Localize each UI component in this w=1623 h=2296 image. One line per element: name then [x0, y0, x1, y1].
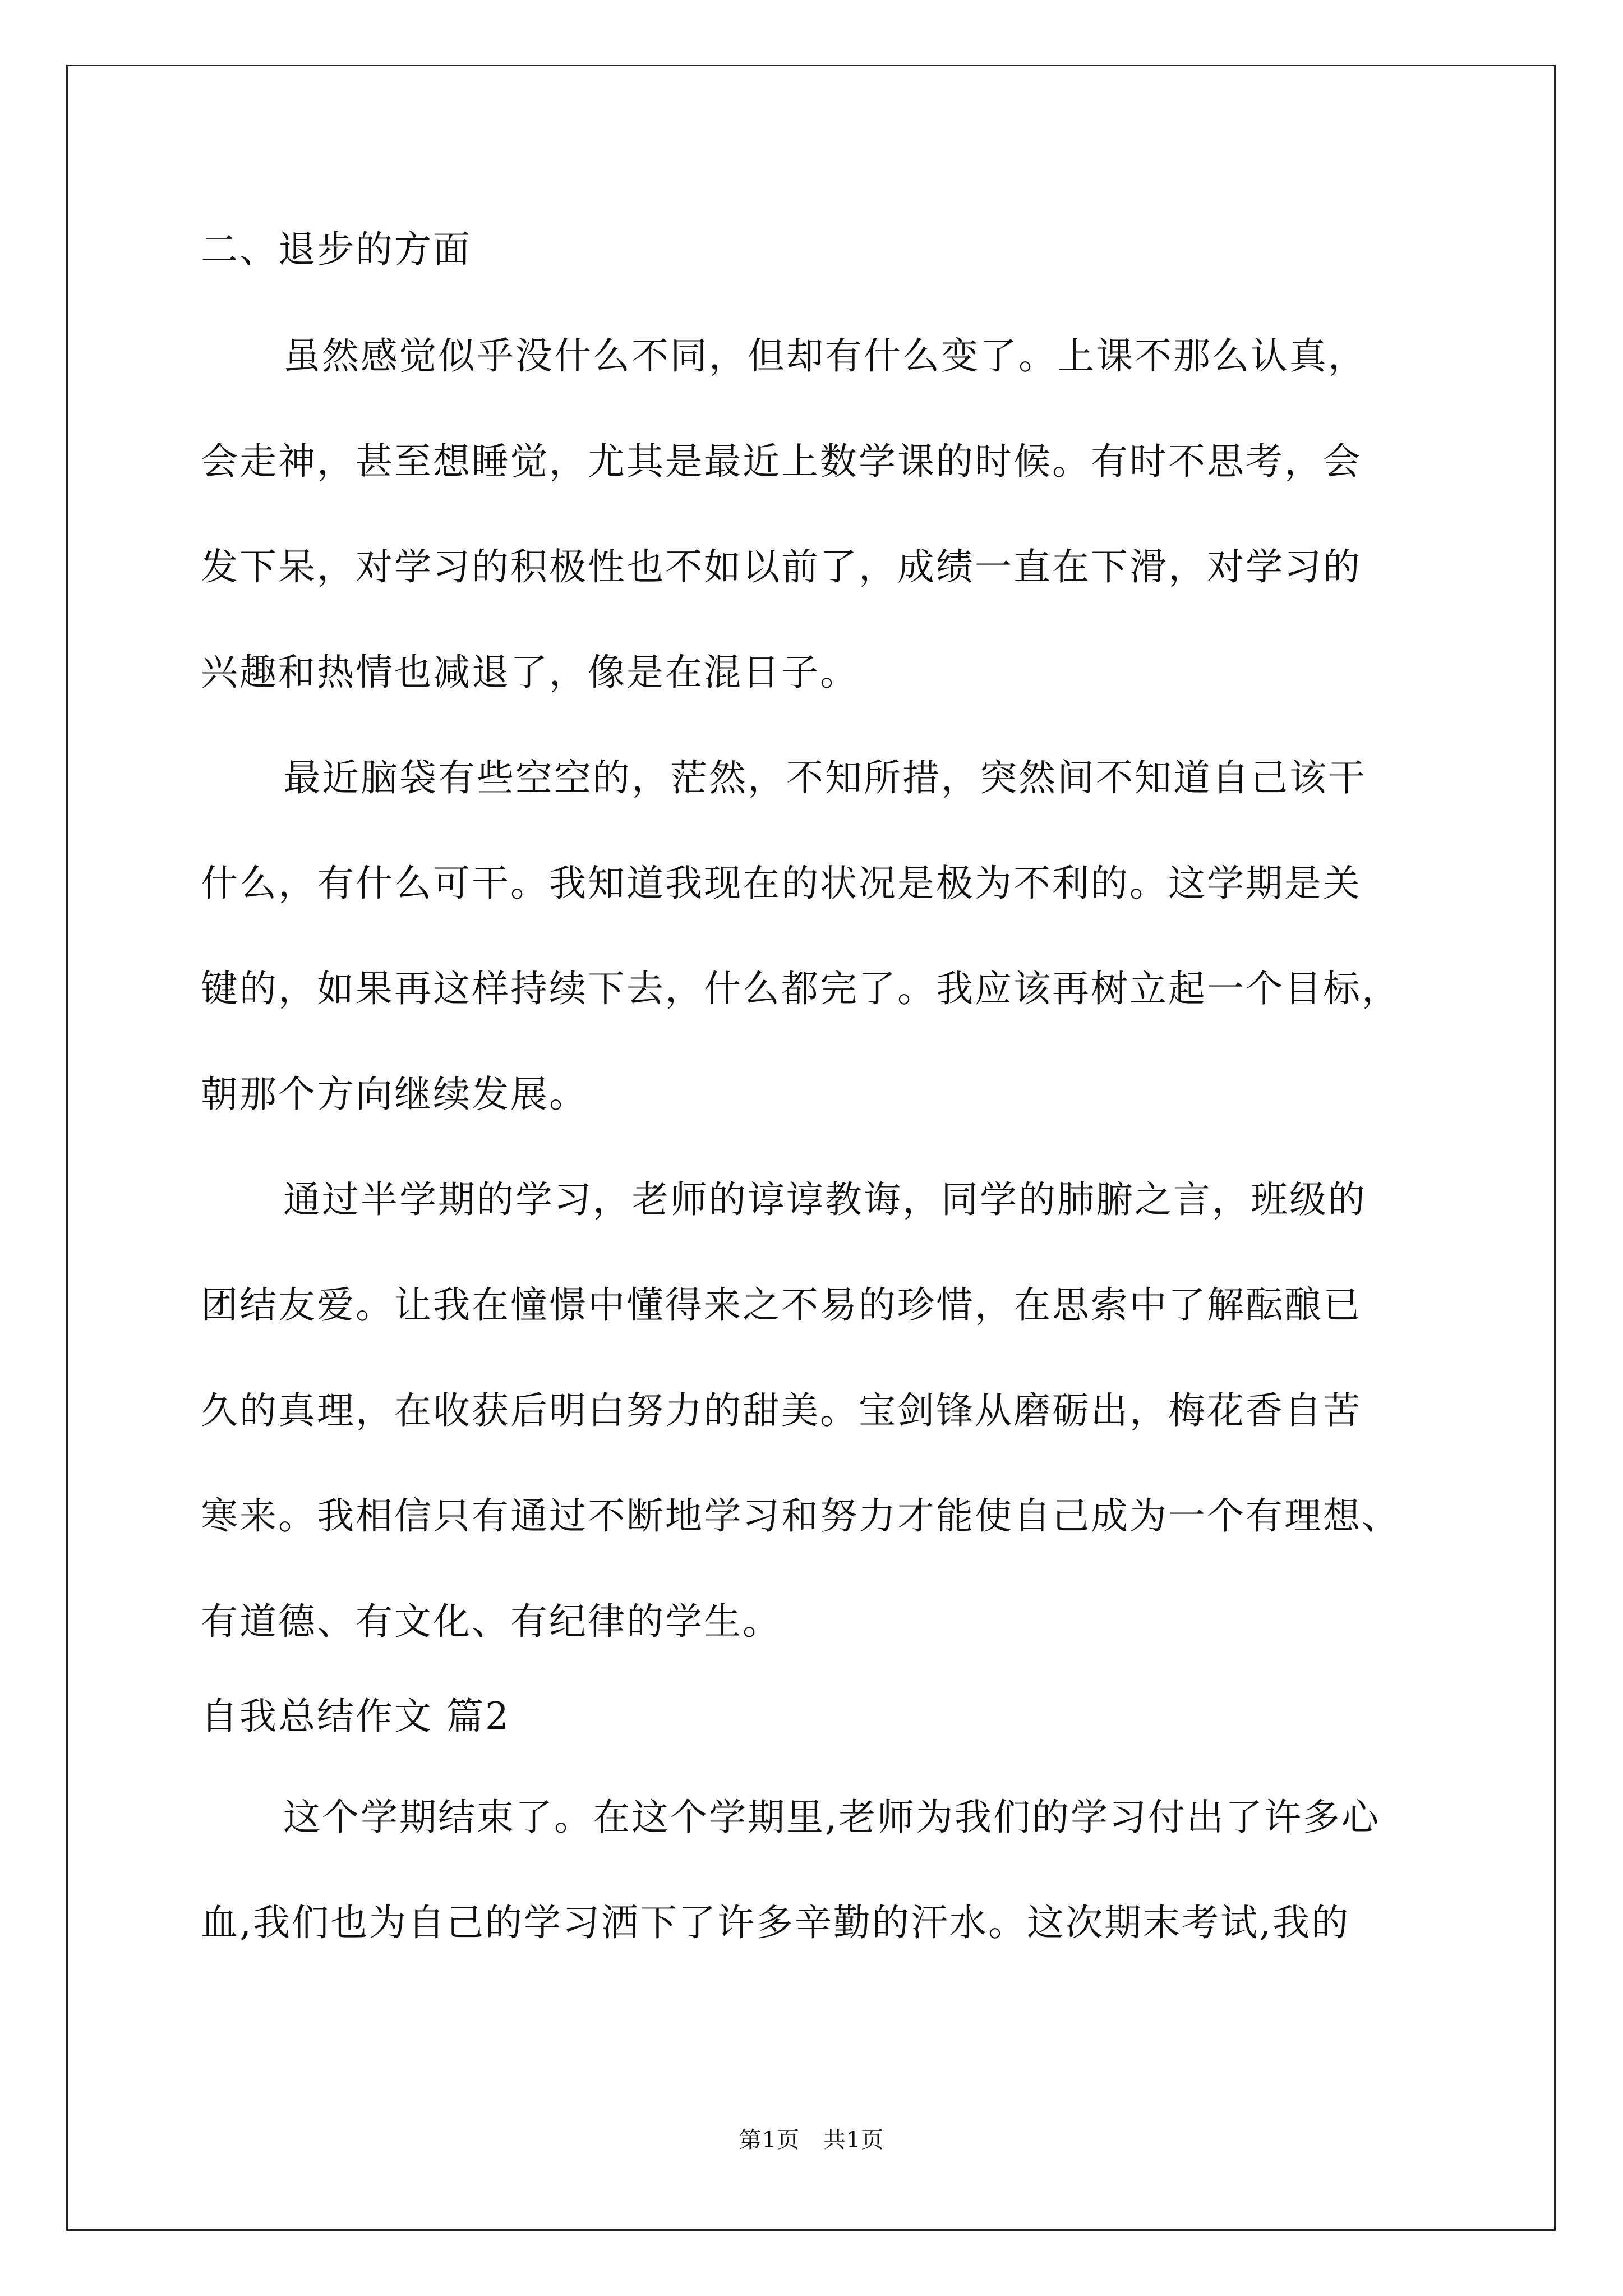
closing-paragraph-line-2: 血,我们也为自己的学习洒下了许多辛勤的汗水。这次期末考试,我的: [201, 1901, 1350, 1944]
paragraph-3-line-4: 寒来。我相信只有通过不断地学习和努力才能使自己成为一个有理想、: [201, 1494, 1400, 1538]
paragraph-2-line-3: 键的，如果再这样持续下去，什么都完了。我应该再树立起一个目标，: [201, 967, 1400, 1010]
article-heading: 自我总结作文 篇2: [201, 1695, 510, 1738]
paragraph-1-line-1: 虽然感觉似乎没什么不同，但却有什么变了。上课不那么认真，: [283, 334, 1367, 378]
paragraph-3-line-3: 久的真理，在收获后明白努力的甜美。宝剑锋从磨砺出，梅花香自苦: [201, 1389, 1362, 1432]
paragraph-3-line-1: 通过半学期的学习，老师的谆谆教诲，同学的肺腑之言，班级的: [283, 1178, 1367, 1221]
paragraph-3-line-5: 有道德、有文化、有纪律的学生。: [201, 1600, 781, 1643]
paragraph-2-line-1: 最近脑袋有些空空的，茫然，不知所措，突然间不知道自己该干: [283, 756, 1367, 799]
paragraph-2-line-4: 朝那个方向继续发展。: [201, 1073, 588, 1116]
paragraph-1-line-2: 会走神，甚至想睡觉，尤其是最近上数学课的时候。有时不思考，会: [201, 440, 1362, 483]
page-total: 共1页: [823, 2127, 884, 2153]
paragraph-1-line-4: 兴趣和热情也减退了，像是在混日子。: [201, 651, 859, 694]
page-footer: [0, 2126, 1623, 2154]
section-heading: 二、退步的方面: [201, 228, 472, 271]
paragraph-2-line-2: 什么，有什么可干。我知道我现在的状况是极为不利的。这学期是关: [201, 862, 1362, 905]
paragraph-1-line-3: 发下呆，对学习的积极性也不如以前了，成绩一直在下滑，对学习的: [201, 545, 1362, 588]
paragraph-3-line-2: 团结友爱。让我在憧憬中懂得来之不易的珍惜，在思索中了解酝酿已: [201, 1283, 1362, 1327]
page-number: 第1页: [739, 2127, 800, 2153]
closing-paragraph-line-1: 这个学期结束了。在这个学期里,老师为我们的学习付出了许多心: [283, 1796, 1380, 1839]
